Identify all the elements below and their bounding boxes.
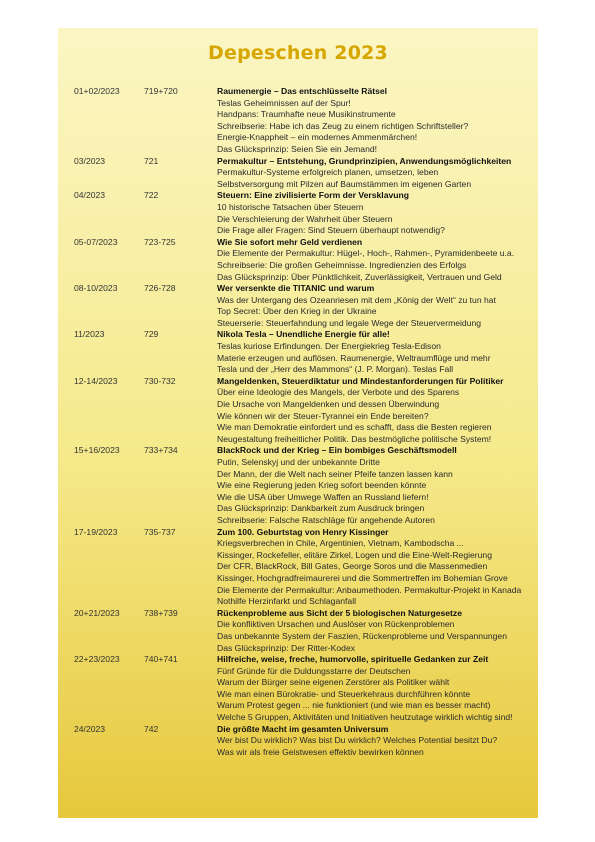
issue-headline: Wie Sie sofort mehr Geld verdienen — [217, 236, 363, 247]
issue-number-column — [144, 283, 217, 329]
issue-contents — [217, 527, 534, 608]
issue-entry — [74, 445, 534, 526]
issue-topic-line: Schreibserie: Habe ich das Zeug zu einem richtigen Schriftsteller? — [217, 120, 469, 131]
issue-date: 03/2023 — [74, 155, 106, 166]
issue-headline: Rückenprobleme aus Sicht der 5 biologischen Naturgesetze — [217, 607, 462, 618]
issue-date: 05-07/2023 — [74, 236, 118, 247]
issue-date: 17-19/2023 — [74, 526, 118, 537]
issue-entry — [74, 654, 534, 724]
issue-topic-line: Fünf Gründe für die Duldungsstarre der Deutschen — [217, 665, 411, 676]
issue-topic-line: Nothilfe Herzinfarkt und Schlaganfall — [217, 596, 357, 607]
issue-number: 740+741 — [144, 654, 178, 665]
issue-topic-line: Steuerserie: Steuerfahndung und legale Wege der Steuervermeidung — [217, 317, 482, 328]
issue-topic-line: Der CFR, BlackRock, Bill Gates, George Soros und die Massenmedien — [217, 561, 488, 572]
issue-date-column — [74, 608, 144, 654]
issue-headline: Permakultur – Entstehung, Grundprinzipien, Anwendungsmöglichkeiten — [217, 155, 512, 166]
issue-contents — [217, 237, 534, 283]
issue-headline: Wer versenkte die TITANIC und warum — [217, 283, 375, 294]
issue-number: 738+739 — [144, 607, 178, 618]
issue-topic-line: Das Glücksprinzip: Über Pünktlichkeit, Zuverlässigkeit, Vertrauen und Geld — [217, 271, 502, 282]
issue-contents — [217, 156, 534, 191]
issue-date: 22+23/2023 — [74, 654, 120, 665]
issue-list — [74, 86, 534, 758]
issue-topic-line: Wie eine Regierung jeden Krieg sofort beenden könnte — [217, 480, 427, 491]
issue-date: 12-14/2023 — [74, 375, 118, 386]
issue-headline: Zum 100. Geburtstag von Henry Kissinger — [217, 526, 389, 537]
issue-topic-line: Schreibserie: Falsche Ratschläge für angehende Autoren — [217, 514, 435, 525]
issue-contents — [217, 329, 534, 375]
issue-date: 08-10/2023 — [74, 283, 118, 294]
issue-contents — [217, 608, 534, 654]
issue-topic-line: Das Glücksprinzip: Dankbarkeit zum Ausdruck bringen — [217, 503, 425, 514]
issue-date-column — [74, 724, 144, 759]
issue-topic-line: Wer bist Du wirklich? Was bist Du wirklich? Welches Potential besitzt Du? — [217, 735, 498, 746]
issue-headline: Mangeldenken, Steuerdiktatur und Mindestanforderungen für Politiker — [217, 375, 504, 386]
issue-number: 719+720 — [144, 86, 178, 96]
issue-headline: Die größte Macht im gesamten Universum — [217, 723, 389, 734]
issue-number: 730-732 — [144, 375, 176, 386]
issue-entry — [74, 329, 534, 375]
issue-number: 733+734 — [144, 445, 178, 456]
issue-topic-line: Teslas kuriose Erfindungen. Der Energiekrieg Tesla-Edison — [217, 341, 441, 352]
issue-number-column — [144, 445, 217, 526]
issue-topic-line: Die Elemente der Permakultur: Anbaumethoden. Permakultur-Projekt in Kanada — [217, 584, 522, 595]
issue-topic-line: Wie man einen Bürokratie- und Steuerkehraus durchführen könnte — [217, 688, 471, 699]
issue-topic-line: Putin, Selenskyj und der unbekannte Dritte — [217, 457, 380, 467]
issue-topic-line: Was der Untergang des Ozeanriesen mit dem „König der Welt“ zu tun hat — [217, 294, 496, 305]
issue-date-column — [74, 527, 144, 608]
issue-contents — [217, 190, 534, 236]
issue-entry — [74, 283, 534, 329]
issue-topic-line: Kriegsverbrechen in Chile, Argentinien, Vietnam, Kambodscha ... — [217, 538, 464, 549]
issue-topic-line: Die konfliktiven Ursachen und Auslöser von Rückenproblemen — [217, 619, 455, 630]
issue-number-column — [144, 237, 217, 283]
issue-date: 04/2023 — [74, 190, 106, 201]
issue-topic-line: Kissinger, Rockefeller, elitäre Zirkel, Logen und die Eine-Welt-Regierung — [217, 549, 492, 560]
issue-number: 742 — [144, 723, 159, 734]
issue-topic-line: Der Mann, der die Welt nach seiner Pfeife tanzen lassen kann — [217, 468, 453, 479]
issue-headline: Nikola Tesla – Unendliche Energie für alle! — [217, 329, 390, 340]
issue-number: 726-728 — [144, 283, 176, 294]
issue-date: 20+21/2023 — [74, 607, 120, 618]
issue-entry — [74, 376, 534, 446]
issue-topic-line: Die Ursache von Mangeldenken und dessen Überwindung — [217, 399, 440, 410]
issue-headline: Steuern: Eine zivilisierte Form der Versklavung — [217, 190, 409, 201]
issue-headline: Raumenergie – Das entschlüsselte Rätsel — [217, 86, 388, 96]
issue-entry — [74, 86, 534, 156]
issue-date: 15+16/2023 — [74, 445, 120, 456]
issue-number-column — [144, 156, 217, 191]
issue-date-column — [74, 156, 144, 191]
issue-headline: Hilfreiche, weise, freche, humorvolle, spirituelle Gedanken zur Zeit — [217, 654, 489, 665]
issue-topic-line: Die Frage aller Fragen: Sind Steuern überhaupt notwendig? — [217, 225, 445, 236]
issue-topic-line: Das Glücksprinzip: Der Ritter-Kodex — [217, 642, 356, 653]
issue-topic-line: Wie können wir der Steuer-Tyrannei ein Ende bereiten? — [217, 410, 429, 421]
page-title: Depeschen 2023 — [208, 42, 388, 64]
issue-number-column — [144, 724, 217, 759]
issue-date-column — [74, 86, 144, 156]
issue-topic-line: Top Secret: Über den Krieg in der Ukraine — [217, 306, 377, 317]
issue-topic-line: Handpans: Traumhafte neue Musikinstrumente — [217, 109, 396, 120]
issue-number: 723-725 — [144, 236, 176, 247]
issue-topic-line: Selbstversorgung mit Pilzen auf Baumstämmen im eigenen Garten — [217, 178, 472, 189]
issue-number-column — [144, 608, 217, 654]
issue-topic-line: Das Glücksprinzip: Seien Sie ein Jemand! — [217, 143, 378, 154]
issue-number: 735-737 — [144, 526, 176, 537]
issue-number-column — [144, 376, 217, 446]
issue-date-column — [74, 654, 144, 724]
issue-topic-line: Welche 5 Gruppen, Aktivitäten und Initiativen heutzutage wirklich wichtig sind! — [217, 712, 513, 723]
issue-topic-line: Wie die USA über Umwege Waffen an Russland liefern! — [217, 491, 429, 502]
issue-headline: BlackRock und der Krieg – Ein bombiges Geschäftsmodell — [217, 445, 457, 456]
issue-topic-line: Neugestaltung freiheitlicher Politik. Das bestmögliche politische System! — [217, 433, 492, 444]
issue-topic-line: Warum Protest gegen ... nie funktioniert (und wie man es besser macht) — [217, 700, 491, 711]
issue-date: 24/2023 — [74, 723, 106, 734]
issue-topic-line: Was wir als freie Geistwesen effektiv bewirken können — [217, 746, 424, 757]
issue-contents — [217, 654, 534, 724]
issue-topic-line: Energie-Knappheit – ein modernes Ammenmärchen! — [217, 132, 418, 143]
issue-entry — [74, 724, 534, 759]
content-panel — [58, 28, 538, 818]
issue-date-column — [74, 283, 144, 329]
issue-topic-line: Permakultur-Systeme erfolgreich planen, umsetzen, leben — [217, 167, 439, 178]
issue-topic-line: Die Verschleierung der Wahrheit über Steuern — [217, 213, 393, 224]
issue-date-column — [74, 329, 144, 375]
issue-number: 722 — [144, 190, 159, 201]
issue-number-column — [144, 654, 217, 724]
issue-number-column — [144, 329, 217, 375]
issue-date-column — [74, 445, 144, 526]
issue-topic-line: 10 historische Tatsachen über Steuern — [217, 201, 364, 212]
issue-contents — [217, 283, 534, 329]
issue-topic-line: Das unbekannte System der Faszien, Rückenprobleme und Verspannungen — [217, 630, 507, 641]
issue-number-column — [144, 527, 217, 608]
issue-number-column — [144, 190, 217, 236]
issue-entry — [74, 527, 534, 608]
issue-topic-line: Schreibserie: Die großen Geheimnisse. Ingredienzien des Erfolgs — [217, 259, 467, 270]
issue-topic-line: Tesla und der „Herr des Mammons“ (J. P. Morgan). Teslas Fall — [217, 364, 454, 375]
issue-date: 11/2023 — [74, 329, 105, 340]
issue-contents — [217, 445, 534, 526]
issue-date-column — [74, 190, 144, 236]
issue-contents — [217, 724, 534, 759]
issue-date-column — [74, 376, 144, 446]
issue-entry — [74, 608, 534, 654]
issue-topic-line: Über eine Ideologie des Mangels, der Verbote und des Sparens — [217, 387, 460, 398]
issue-topic-line: Die Elemente der Permakultur: Hügel-, Hoch-, Rahmen-, Pyramidenbeete u.a. — [217, 248, 515, 259]
issue-date: 01+02/2023 — [74, 86, 120, 96]
issue-number-column — [144, 86, 217, 156]
issue-entry — [74, 156, 534, 191]
issue-entry — [74, 237, 534, 283]
issue-topic-line: Wie man Demokratie einfordert und es schafft, dass die Besten regieren — [217, 422, 492, 433]
issue-entry — [74, 190, 534, 236]
issue-topic-line: Kissinger, Hochgradfreimaurerei und die Sommertreffen im Bohemian Grove — [217, 572, 508, 583]
issue-number: 721 — [144, 155, 159, 166]
issue-topic-line: Teslas Geheimnissen auf der Spur! — [217, 97, 351, 108]
issue-contents — [217, 86, 534, 156]
issue-date-column — [74, 237, 144, 283]
issue-topic-line: Materie erzeugen und auflösen. Raumenergie, Weltraumflüge und mehr — [217, 352, 491, 363]
issue-contents — [217, 376, 534, 446]
issue-topic-line: Warum der Bürger seine eigenen Zerstörer als Politiker wählt — [217, 677, 450, 688]
issue-number: 729 — [144, 329, 159, 340]
